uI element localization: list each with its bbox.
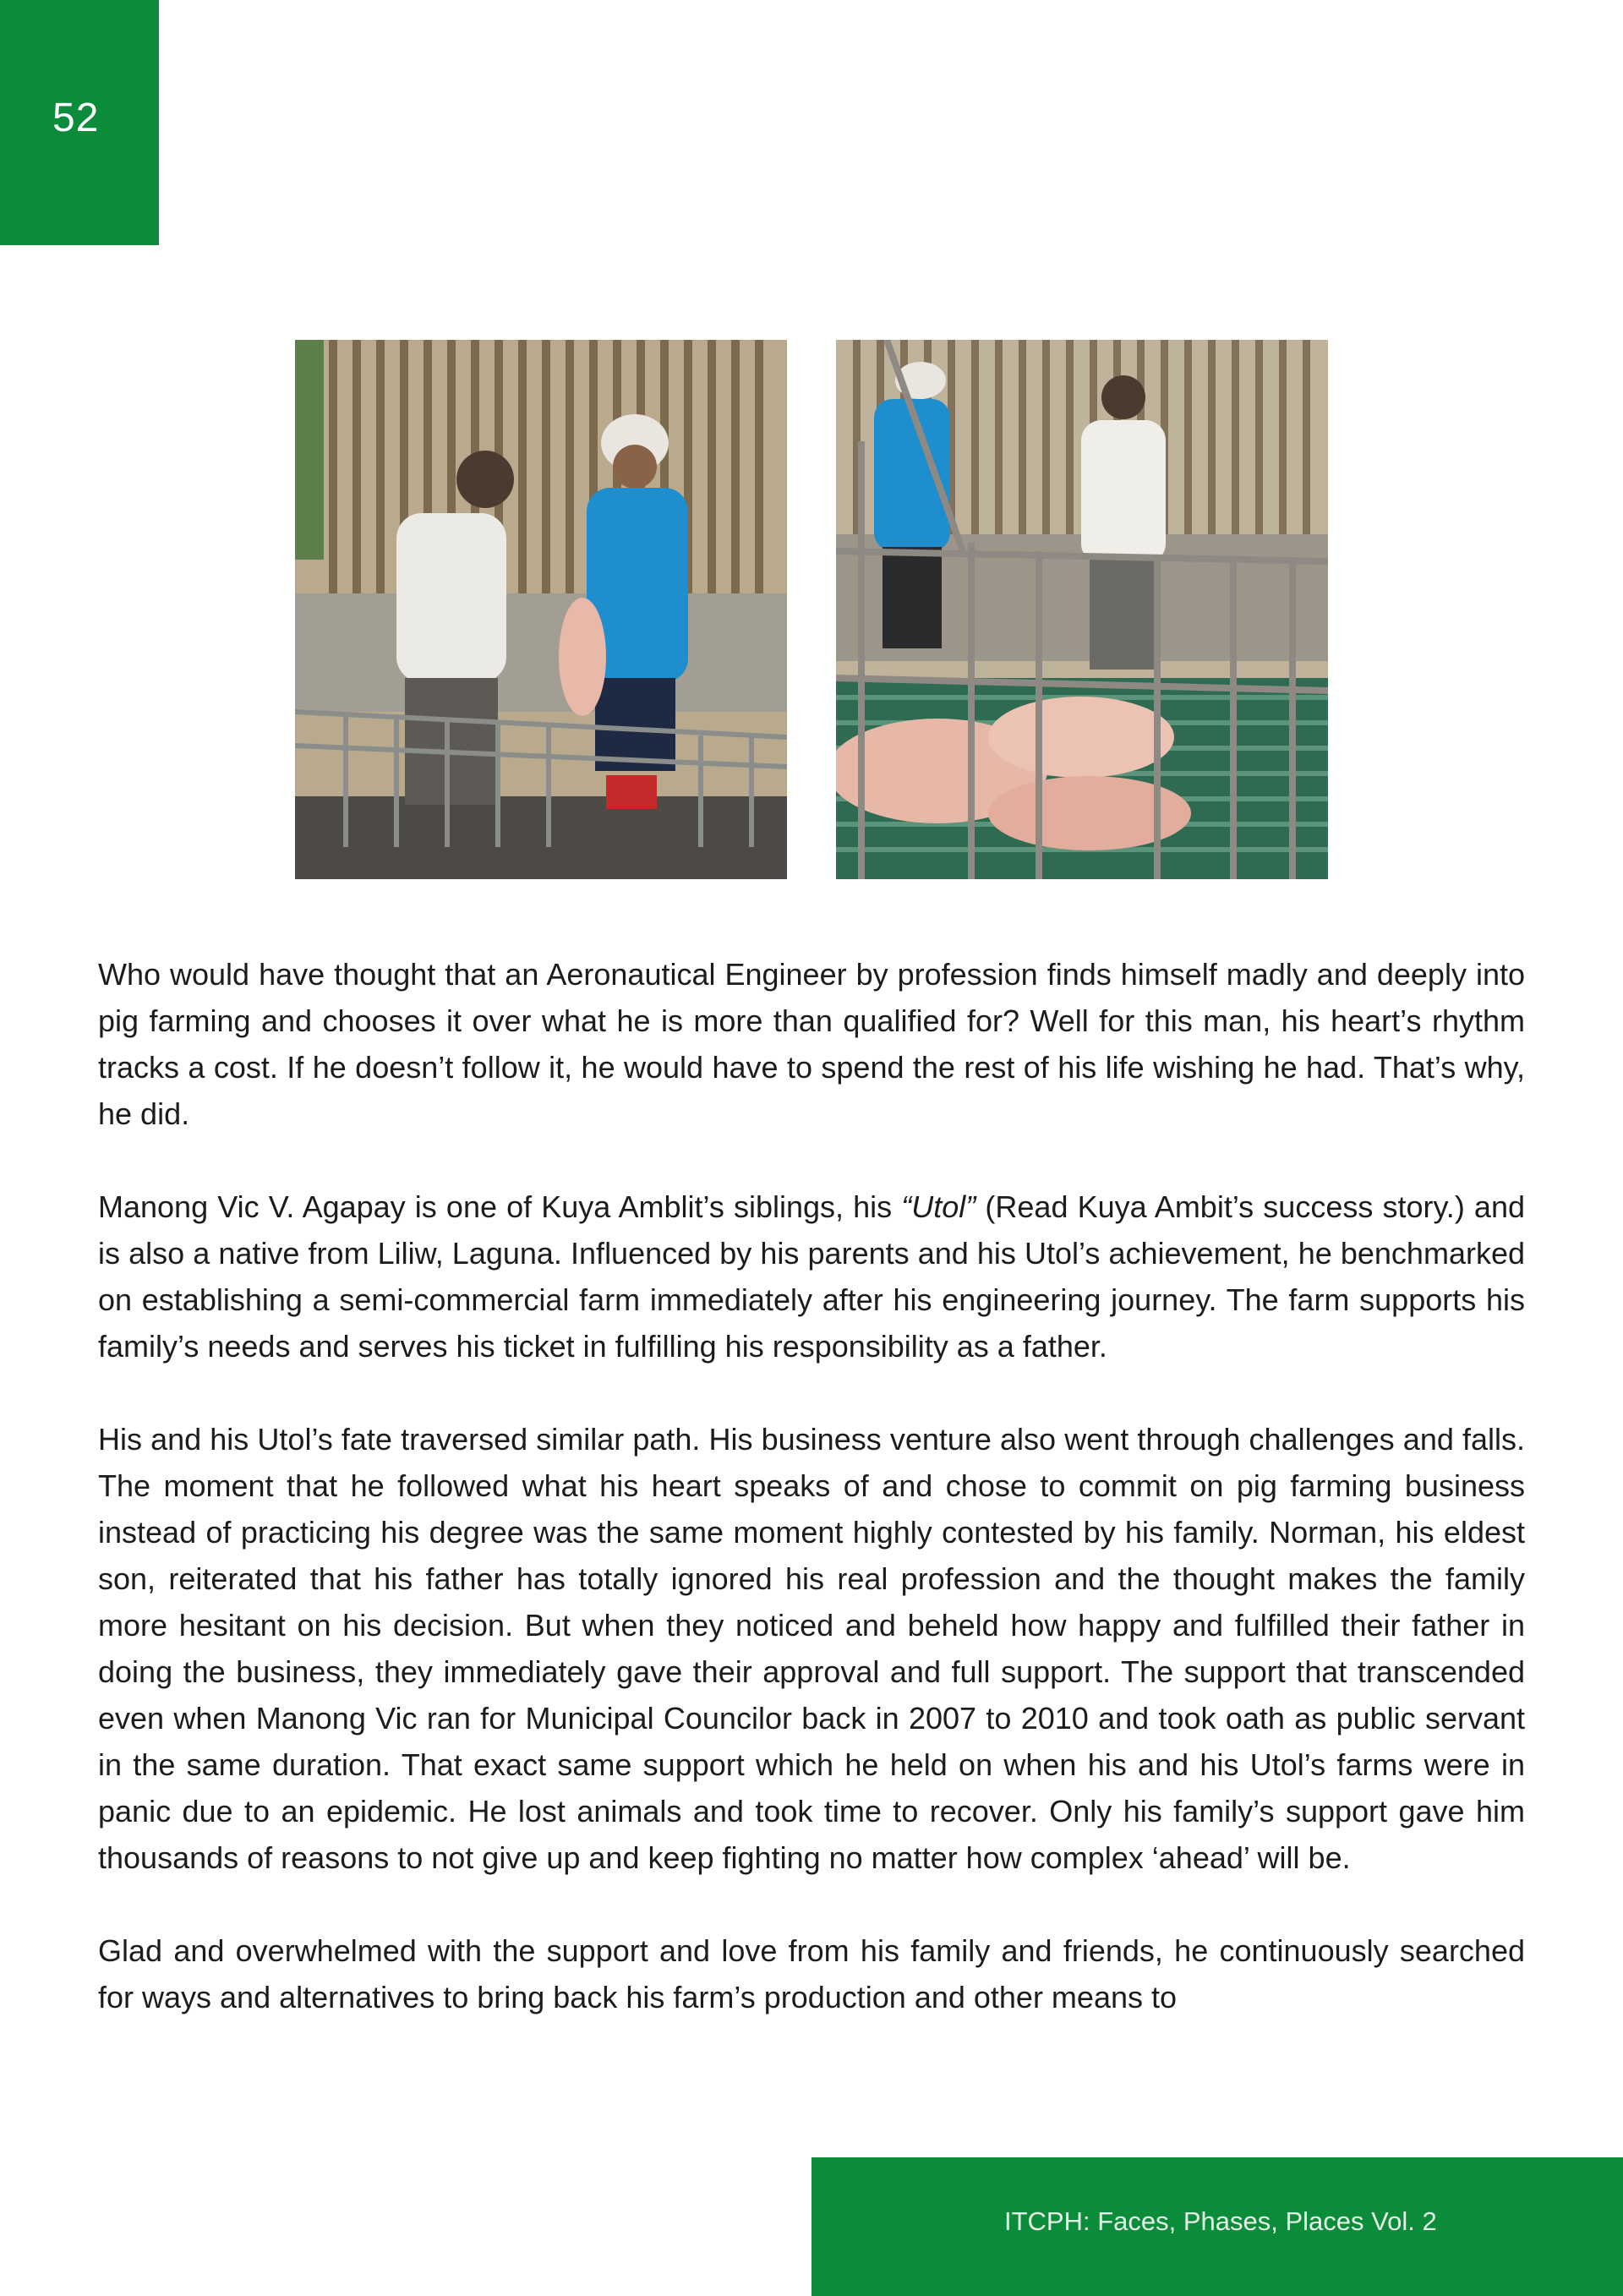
article-paragraph <box>98 1184 1525 1369</box>
article-paragraph: Who would have thought that an Aeronautical Engineer by profession finds himself madly and deeply into pig farming and chooses it over what he is more than qualified for? Well for this man, his heart’s rhythm tracks a cost. If he doesn’t follow it, he would have to spend the rest of his life wishing he had. That’s why, he did. <box>98 957 1525 1131</box>
page-number: 52 <box>52 96 100 140</box>
photo-farmers-holding-piglet <box>295 340 787 879</box>
article-body <box>98 951 1525 2020</box>
paragraph-text-after: (Read Kuya Ambit’s success story.) and is also a native from Liliw, Laguna. Influenced by his parents and his Utol’s achievement, he benchmarked on establishing a semi-commercial farm immediately after his engineering journey. The farm supports his family’s needs and serves his ticket in fulfilling his responsibility as a father. <box>98 1189 1525 1364</box>
article-paragraph: His and his Utol’s fate traversed similar path. His business venture also went through challenges and falls. The moment that he followed what his heart speaks of and chose to commit on pig farming business instead of practicing his degree was the same moment highly contested by his family. Norman, his eldest son, reiterated that his father has totally ignored his real profession and the thought makes the family more hesitant on his decision. But when they noticed and beheld how happy and fulfilled their father in doing the business, they immediately gave their approval and full support. The support that transcended even when Manong Vic ran for Municipal Councilor back in 2007 to 2010 and took oath as public servant in the same duration. That exact same support which he held on when his and his Utol’s farms were in panic due to an epidemic. He lost animals and took time to recover. Only his family’s support gave him thousands of reasons to not give up and keep fighting no matter how complex ‘ahead’ will be. <box>98 1422 1525 1875</box>
footer-publication-title: ITCPH: Faces, Phases, Places Vol. 2 <box>1004 2206 1437 2236</box>
footer-band <box>812 2157 1623 2296</box>
utol-emphasis: “Utol” <box>901 1189 976 1224</box>
article-paragraph: Glad and overwhelmed with the support and love from his family and friends, he continuously searched for ways and alternatives to bring back his farm’s production and other means to <box>98 1933 1525 2014</box>
paragraph-text-before: Manong Vic V. Agapay is one of Kuya Amblit’s siblings, his <box>98 1189 902 1224</box>
page-number-tab <box>0 0 159 245</box>
photo-pig-pen-with-sows <box>836 340 1328 879</box>
